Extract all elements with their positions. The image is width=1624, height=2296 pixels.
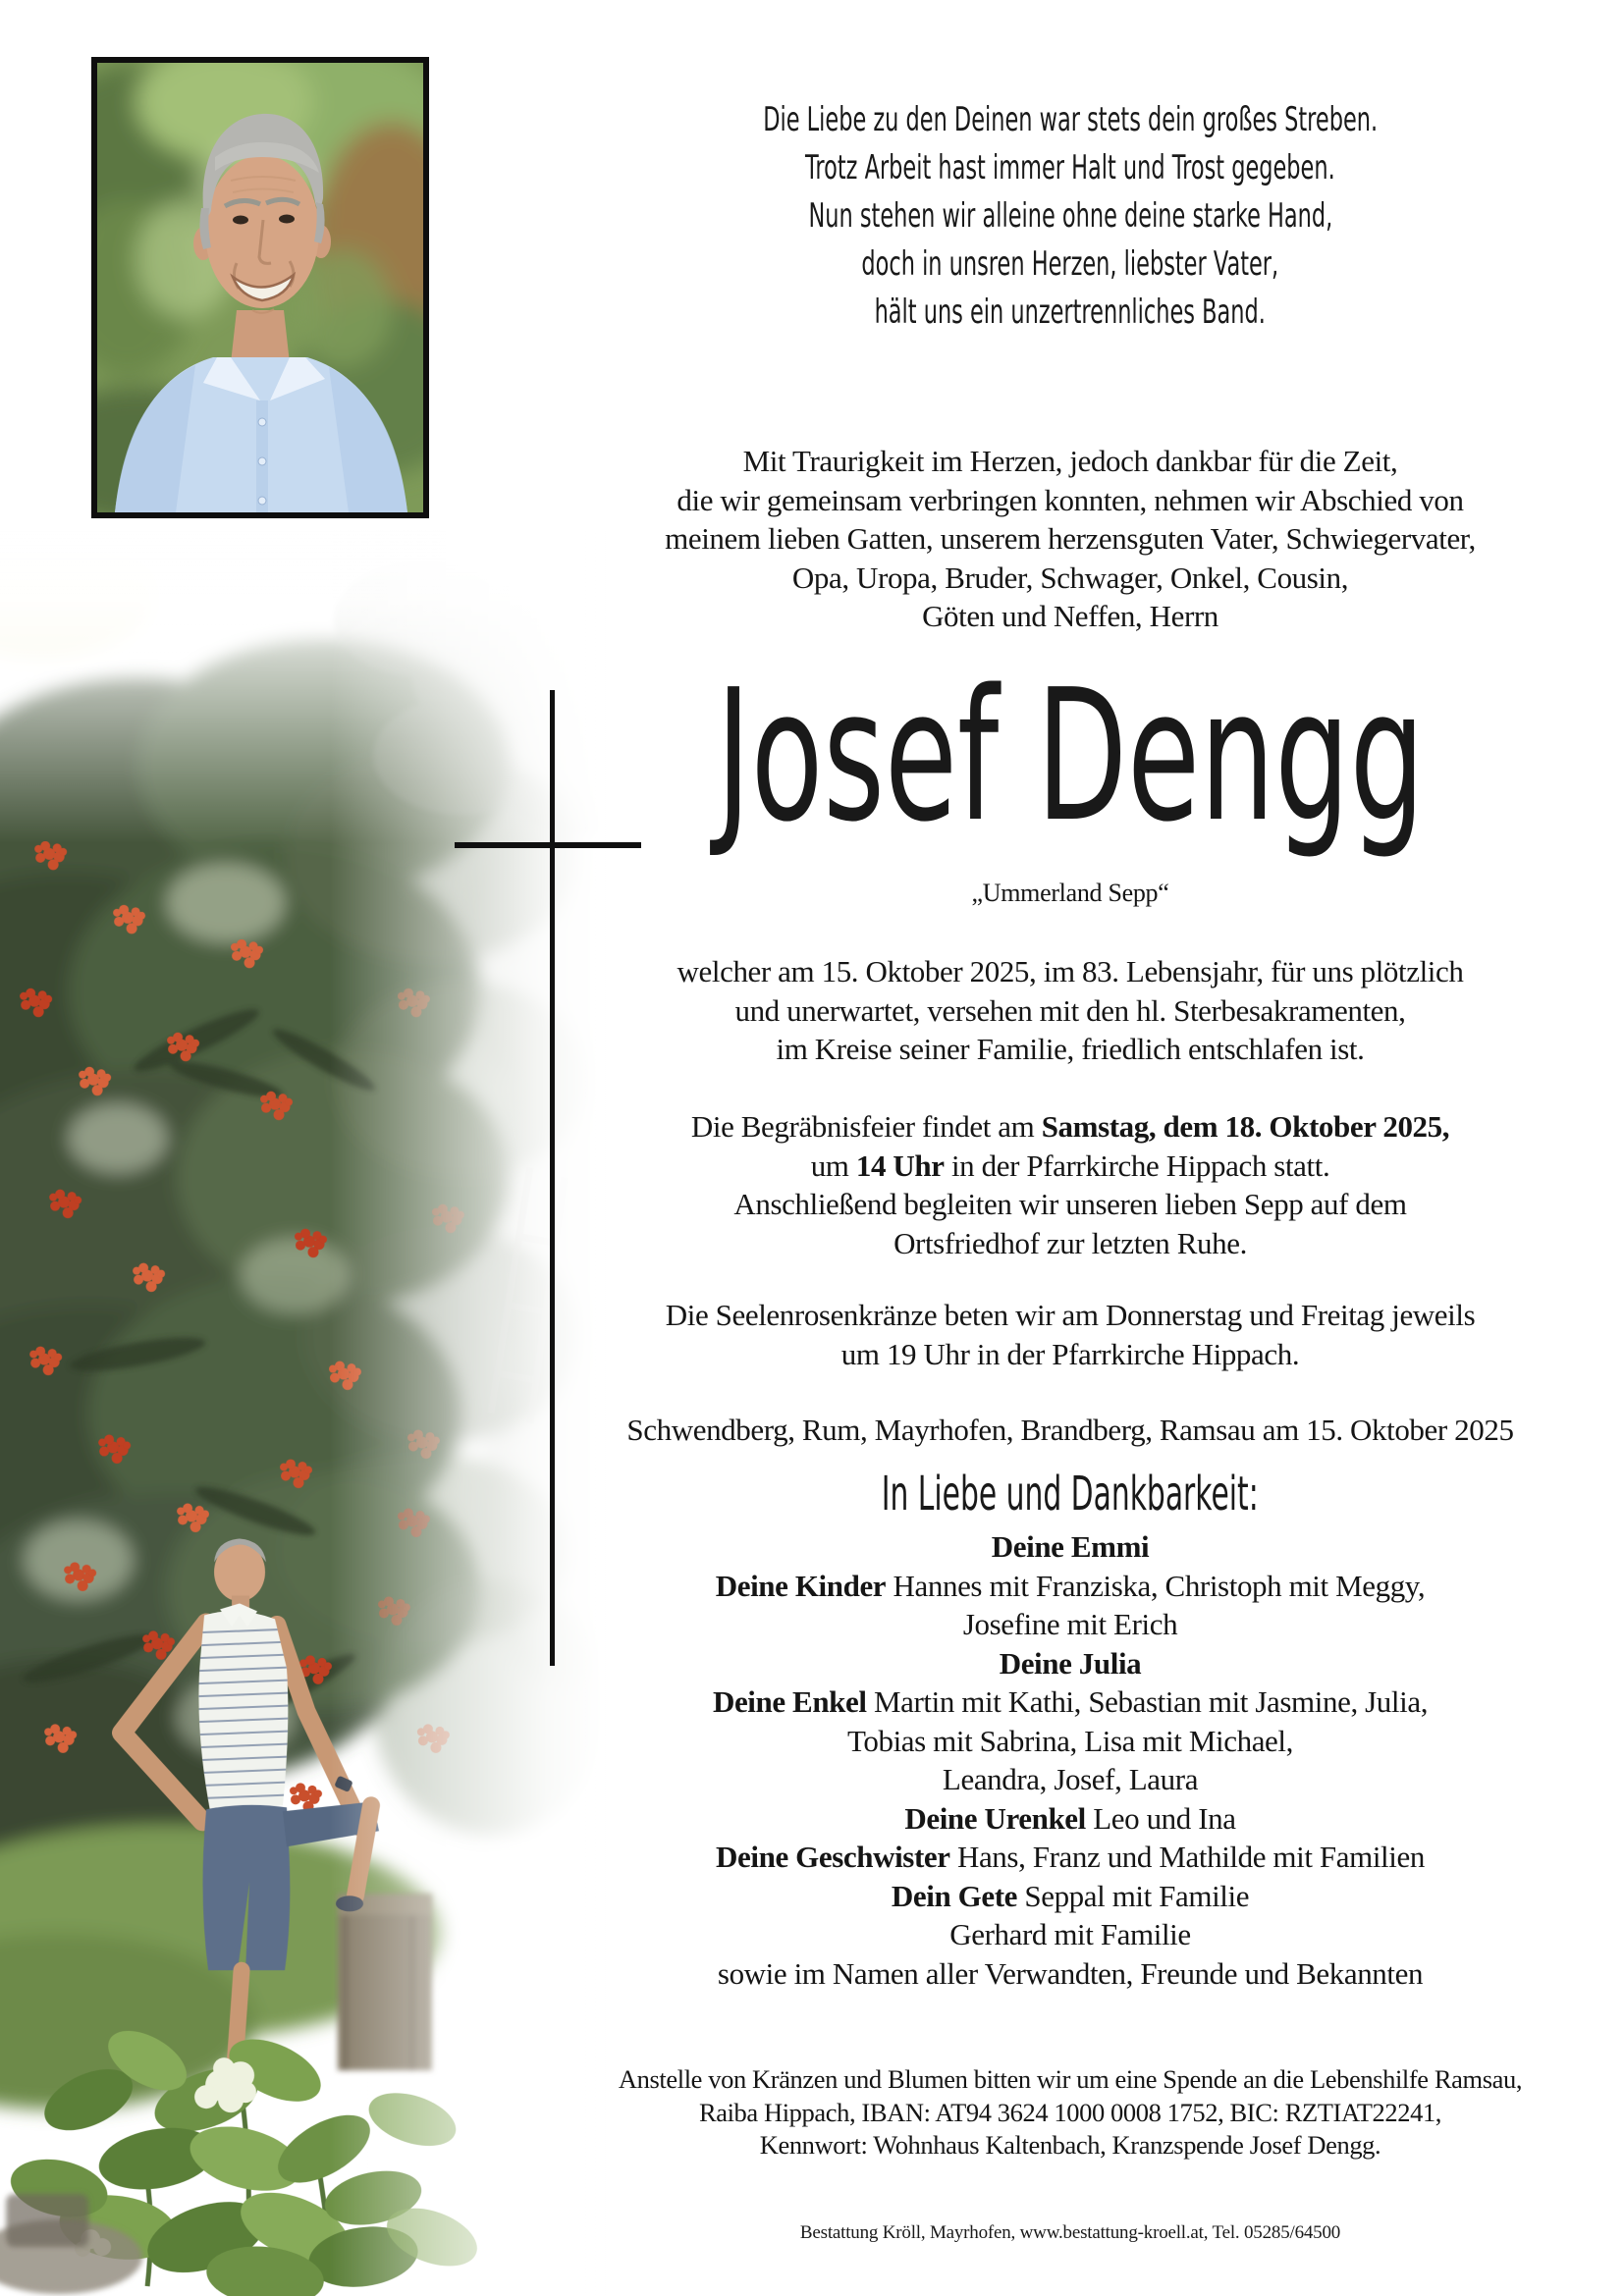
- rosary-line: Die Seelenrosenkränze beten wir am Donnerstag und Freitag jeweils: [665, 1298, 1476, 1332]
- family-line: Deine Kinder Hannes mit Franziska, Christoph mit Meggy,: [715, 1568, 1426, 1603]
- intro-line: Opa, Uropa, Bruder, Schwager, Onkel, Cousin,: [791, 560, 1349, 595]
- donation-line: Raiba Hippach, IBAN: AT94 3624 1000 0008 1752, BIC: RZTIAT22241,: [698, 2097, 1442, 2127]
- family-list: [511, 1527, 1624, 1993]
- rosary-line: um 19 Uhr in der Pfarrkirche Hippach.: [840, 1336, 1300, 1371]
- funeral-line: Anschließend begleiten wir unseren lieben Sepp auf dem: [733, 1187, 1407, 1221]
- deceased-nickname: „Ummerland Sepp“: [971, 879, 1169, 907]
- death-line: im Kreise seiner Familie, friedlich entschlafen ist.: [776, 1032, 1365, 1066]
- funeral-home-footer: Bestattung Kröll, Mayrhofen, www.bestattung-kroell.at, Tel. 05285/64500: [799, 2222, 1341, 2243]
- funeral-line: Die Begräbnisfeier findet am Samstag, dem 18. Oktober 2025,: [690, 1109, 1450, 1144]
- portrait-photo: [91, 57, 429, 518]
- poem-line: doch in unsren Herzen, liebster Vater,: [861, 244, 1279, 284]
- family-line: Deine Urenkel Leo und Ina: [904, 1800, 1236, 1836]
- family-line: Josefine mit Erich: [962, 1607, 1178, 1641]
- family-line: Deine Julia: [999, 1645, 1142, 1681]
- death-notice: [511, 952, 1624, 1069]
- family-line: Deine Geschwister Hans, Franz und Mathilde mit Familien: [716, 1840, 1425, 1874]
- intro-line: Mit Traurigkeit im Herzen, jedoch dankbar für die Zeit,: [742, 444, 1398, 478]
- place-date-line: Schwendberg, Rum, Mayrhofen, Brandberg, Ramsau am 15. Oktober 2025: [626, 1413, 1514, 1447]
- donation-note: [511, 2063, 1624, 2163]
- family-line: sowie im Namen aller Verwandten, Freunde und Bekannten: [717, 1955, 1424, 1991]
- poem-line: Die Liebe zu den Deinen war stets dein großes Streben.: [763, 100, 1378, 139]
- family-line: Leandra, Josef, Laura: [942, 1762, 1199, 1796]
- donation-line: Anstelle von Kränzen und Blumen bitten wir um eine Spende an die Lebenshilfe Ramsau,: [618, 2064, 1523, 2094]
- death-line: und unerwartet, versehen mit den hl. Sterbesakramenten,: [734, 992, 1406, 1028]
- deceased-name: Josef Dengg: [716, 650, 1425, 862]
- closing-heading: In Liebe und Dankbarkeit:: [881, 1467, 1260, 1522]
- introduction-paragraph: [511, 442, 1624, 636]
- poem-line: Trotz Arbeit hast immer Halt und Trost gegeben.: [805, 148, 1335, 187]
- family-line: Deine Enkel Martin mit Kathi, Sebastian mit Jasmine, Julia,: [712, 1684, 1429, 1719]
- intro-line: die wir gemeinsam verbringen konnten, nehmen wir Abschied von: [677, 482, 1464, 517]
- family-line: Deine Emmi: [991, 1529, 1150, 1564]
- portrait-photo-art: [97, 63, 423, 512]
- intro-line: Göten und Neffen, Herrn: [922, 599, 1218, 633]
- rosary-info: [511, 1296, 1624, 1373]
- memorial-poem: [511, 96, 1624, 337]
- intro-line: meinem lieben Gatten, unserem herzensguten Vater, Schwiegervater,: [665, 521, 1476, 556]
- funeral-info: [511, 1107, 1624, 1262]
- family-line: Gerhard mit Familie: [949, 1917, 1191, 1951]
- funeral-line: Ortsfriedhof zur letzten Ruhe.: [893, 1225, 1247, 1260]
- donation-line: Kennwort: Wohnhaus Kaltenbach, Kranzspende Josef Dengg.: [759, 2130, 1381, 2160]
- family-line: Dein Gete Seppal mit Familie: [891, 1878, 1250, 1913]
- death-line: welcher am 15. Oktober 2025, im 83. Lebensjahr, für uns plötzlich: [677, 954, 1464, 988]
- funeral-line: um 14 Uhr in der Pfarrkirche Hippach statt.: [810, 1148, 1330, 1183]
- family-line: Tobias mit Sabrina, Lisa mit Michael,: [847, 1723, 1293, 1758]
- poem-line: hält uns ein unzertrennliches Band.: [874, 293, 1267, 332]
- poem-line: Nun stehen wir alleine ohne deine starke Hand,: [808, 196, 1332, 236]
